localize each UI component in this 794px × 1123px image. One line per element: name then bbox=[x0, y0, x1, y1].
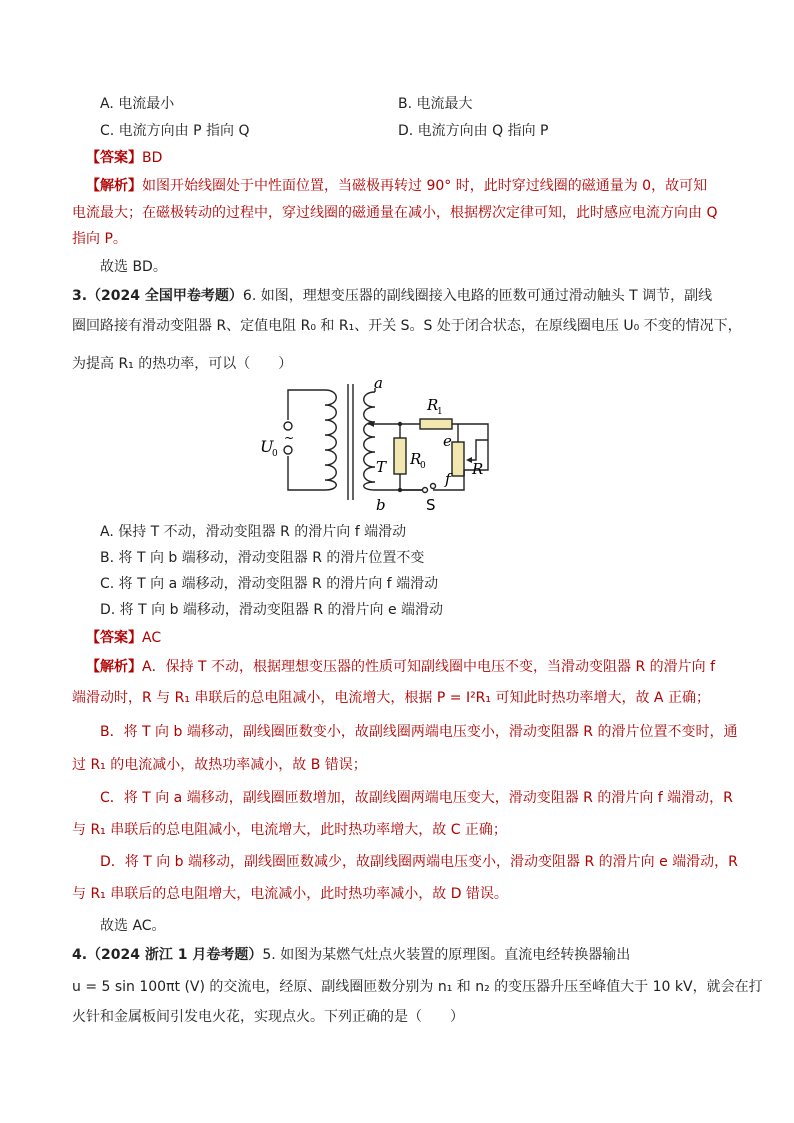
ac-symbol: ~ bbox=[284, 431, 295, 445]
q2-analysis-line-2: 电流最大；在磁极转动的过程中，穿过线圈的磁通量在减小，根据楞次定律可知，此时感应电流方向由 Q bbox=[72, 205, 718, 221]
q3-stem-line-3: 为提高 R₁ 的热功率，可以（ ） bbox=[72, 356, 293, 372]
slider-t-label: T bbox=[376, 458, 387, 476]
q3-stem-text: 6. 如图，理想变压器的副线圈接入电路的匝数可通过滑动触头 T 调节，副线 bbox=[242, 288, 713, 304]
primary-wire-bottom bbox=[288, 456, 325, 490]
analysis-label: 【解析】 bbox=[86, 659, 142, 675]
r0-label: R bbox=[410, 450, 422, 468]
q4-stem-line-3: 火针和金属板间引发电火花，实现点火。下列正确的是（ ） bbox=[72, 1009, 464, 1025]
terminal-a-label: a bbox=[374, 380, 383, 392]
q3-answer bbox=[86, 628, 161, 648]
q3-analysis-b-line-2: 过 R₁ 的电流减小，故热功率减小，故 B 错误； bbox=[72, 757, 367, 773]
q3-option-c: C. 将 T 向 a 端移动，滑动变阻器 R 的滑片向 f 端滑动 bbox=[100, 576, 439, 592]
q3-stem-line-2: 圈回路接有滑动变阻器 R、定值电阻 R₀ 和 R₁、开关 S。S 处于闭合状态，在原线圈电压 U₀ 不变的情况下， bbox=[72, 318, 742, 334]
q3-analysis-c-line-1: C．将 T 向 a 端移动，副线圈匝数增加，故副线圈两端电压变大，滑动变阻器 R 的滑片向 f 端滑动，R bbox=[100, 790, 733, 806]
terminal-top bbox=[284, 422, 292, 430]
q3-conclusion: 故选 AC。 bbox=[100, 918, 166, 934]
rheostat-r-label: R bbox=[472, 460, 484, 478]
resistor-r0 bbox=[394, 438, 406, 474]
answer-label: 【答案】 bbox=[86, 150, 142, 166]
u0-label: U bbox=[260, 437, 274, 456]
switch-contact-right bbox=[431, 484, 436, 489]
q3-analysis-a-line-1 bbox=[86, 657, 715, 677]
q3-analysis-d-line-1: D．将 T 向 b 端移动，副线圈匝数减少，故副线圈两端电压变小，滑动变阻器 R 的滑片向 e 端滑动，R bbox=[100, 854, 738, 870]
r0-subscript: 0 bbox=[420, 461, 426, 471]
answer-label: 【答案】 bbox=[86, 630, 142, 646]
primary-wire-top bbox=[288, 390, 325, 420]
q2-answer bbox=[86, 148, 162, 168]
answer-value: AC bbox=[142, 630, 162, 646]
rheostat-slider-wire bbox=[468, 440, 488, 460]
q2-conclusion: 故选 BD。 bbox=[100, 259, 167, 275]
analysis-label: 【解析】 bbox=[86, 178, 142, 194]
q3-analysis-c-line-2: 与 R₁ 串联后的总电阻减小，电流增大，此时热功率增大，故 C 正确； bbox=[72, 822, 507, 838]
q4-stem-line-1 bbox=[72, 945, 630, 965]
switch-contact-left bbox=[423, 488, 428, 493]
q3-stem-line-1 bbox=[72, 286, 712, 306]
r1-subscript: 1 bbox=[437, 407, 443, 417]
q3-analysis-b-line-1: B．将 T 向 b 端移动，副线圈匝数变小，故副线圈两端电压变小，滑动变阻器 R 的滑片位置不变时，通 bbox=[100, 724, 738, 740]
switch-s-label: S bbox=[426, 496, 436, 514]
rheostat-r bbox=[452, 442, 464, 476]
resistor-r1 bbox=[420, 419, 452, 429]
q4-stem-text: 5. 如图为某燃气灶点火装置的原理图。直流电经转换器输出 bbox=[262, 947, 631, 963]
junction-top bbox=[398, 422, 402, 426]
q2-option-b: B. 电流最大 bbox=[398, 96, 473, 112]
q3-analysis-d-line-2: 与 R₁ 串联后的总电阻增大，电流减小，此时热功率减小，故 D 错误。 bbox=[72, 886, 508, 902]
q3-analysis-a-line-2: 端滑动时，R 与 R₁ 串联后的总电阻减小，电流增大，根据 P = I²R₁ 可知此时热功率增大，故 A 正确； bbox=[72, 690, 710, 706]
terminal-b-label: b bbox=[376, 496, 386, 514]
q2-analysis-line-3: 指向 P。 bbox=[72, 231, 127, 247]
q3-option-d: D. 将 T 向 b 端移动，滑动变阻器 R 的滑片向 e 端滑动 bbox=[100, 602, 444, 618]
secondary-coil bbox=[364, 392, 375, 490]
answer-value: BD bbox=[142, 150, 163, 166]
q2-analysis-line-1 bbox=[86, 176, 707, 196]
terminal-f-label: f bbox=[445, 470, 451, 488]
terminal-e-label: e bbox=[443, 432, 452, 450]
junction-bottom bbox=[398, 488, 402, 492]
q2-option-d: D. 电流方向由 Q 指向 P bbox=[398, 123, 549, 139]
transformer-circuit-diagram bbox=[250, 380, 510, 515]
analysis-text: A．保持 T 不动，根据理想变压器的性质可知副线圈中电压不变，当滑动变阻器 R 的滑片向 f bbox=[142, 659, 716, 675]
q3-option-a: A. 保持 T 不动，滑动变阻器 R 的滑片向 f 端滑动 bbox=[100, 524, 407, 540]
q2-option-c: C. 电流方向由 P 指向 Q bbox=[100, 123, 250, 139]
q2-option-a: A. 电流最小 bbox=[100, 96, 175, 112]
terminal-bottom bbox=[284, 446, 292, 454]
q3-option-b: B. 将 T 向 b 端移动，滑动变阻器 R 的滑片位置不变 bbox=[100, 550, 425, 566]
q4-stem-line-2: u = 5 sin 100πt (V) 的交流电，经原、副线圈匝数分别为 n₁ 和 n₂ 的变压器升压至峰值大于 10 kV，就会在打 bbox=[72, 979, 763, 995]
analysis-text: 如图开始线圈处于中性面位置，当磁极再转过 90° 时，此时穿过线圈的磁通量为 0，故可知 bbox=[142, 178, 708, 194]
q4-source-tag: 4.（2024 浙江 1 月卷考题） bbox=[72, 947, 263, 963]
u0-subscript: 0 bbox=[272, 449, 278, 459]
q3-source-tag: 3.（2024 全国甲卷考题） bbox=[72, 288, 243, 304]
primary-coil bbox=[325, 390, 336, 490]
r1-label: R bbox=[427, 396, 439, 414]
